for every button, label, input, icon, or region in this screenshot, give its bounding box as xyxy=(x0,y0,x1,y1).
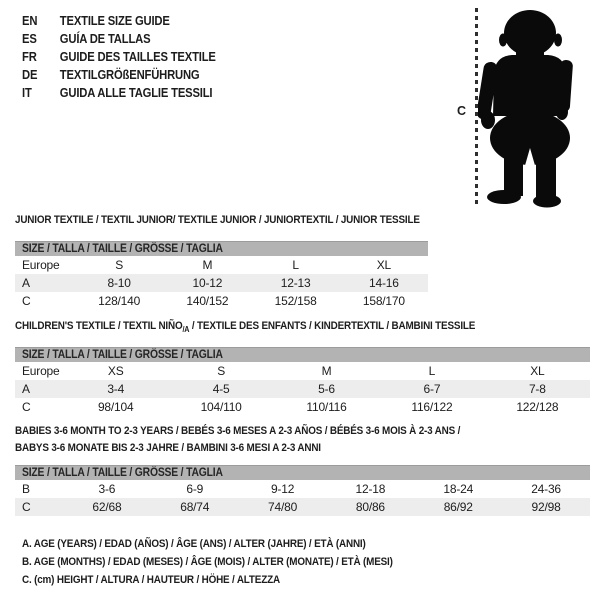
height-cell: 98/104 xyxy=(97,400,134,415)
table-row-height xyxy=(15,498,590,516)
age-cell: 10-12 xyxy=(192,276,223,290)
size-header-bar xyxy=(15,241,428,256)
size-cell: XL xyxy=(530,364,545,379)
row-label: C xyxy=(22,294,31,308)
babies-textile-section xyxy=(15,423,590,516)
language-code: ES xyxy=(22,32,37,46)
size-header-text: SIZE / TALLA / TAILLE / GRÖSSE / TAGLIA xyxy=(22,467,223,479)
height-cell: 116/122 xyxy=(411,400,453,415)
size-header-bar xyxy=(15,347,590,362)
table-row-europe xyxy=(15,256,428,274)
childrens-table-title xyxy=(15,320,533,336)
language-label: TEXTILGRÖßENFÜHRUNG xyxy=(59,68,200,82)
footnotes xyxy=(22,535,393,589)
table-row-europe xyxy=(15,362,590,380)
junior-textile-section xyxy=(15,214,428,310)
size-header-text: SIZE / TALLA / TAILLE / GRÖSSE / TAGLIA xyxy=(22,349,223,362)
language-label: GUIDA ALLE TAGLIE TESSILI xyxy=(59,86,213,100)
height-cell: 104/110 xyxy=(200,400,242,415)
age-cell: 8-10 xyxy=(107,276,131,290)
age-cell: 3-4 xyxy=(107,382,125,397)
babies-table-title-line2: BABYS 3-6 MONATE BIS 2-3 JAHRE / BAMBINI 3-6 MESI A 2-3 ANNI xyxy=(15,442,321,454)
language-code: FR xyxy=(22,50,37,64)
height-cell: 128/140 xyxy=(98,294,141,308)
height-cell: 110/116 xyxy=(306,400,347,415)
height-cell: 62/68 xyxy=(92,500,122,514)
language-row-fr xyxy=(22,48,216,66)
language-row-en xyxy=(22,12,216,30)
title-part: CHILDREN'S TEXTILE / TEXTIL NIÑO xyxy=(15,320,183,332)
age-cell: 12-13 xyxy=(280,276,311,290)
toddler-silhouette-icon xyxy=(478,8,588,208)
table-row-height xyxy=(15,292,428,310)
language-code: EN xyxy=(22,14,38,28)
size-cell: XL xyxy=(376,258,392,272)
language-label: GUIDE DES TAILLES TEXTILE xyxy=(59,50,216,64)
size-cell: S xyxy=(217,364,226,379)
language-label: TEXTILE SIZE GUIDE xyxy=(59,14,170,28)
size-header-text: SIZE / TALLA / TAILLE / GRÖSSE / TAGLIA xyxy=(22,243,223,255)
height-cell: 74/80 xyxy=(268,500,298,514)
row-label: C xyxy=(22,400,31,415)
table-row-height xyxy=(15,398,590,416)
babies-table-title-line1: BABIES 3-6 MONTH TO 2-3 YEARS / BEBÉS 3-6 MESES A 2-3 AÑOS / BÉBÉS 3-6 MOIS À 2-3 ANS / xyxy=(15,425,461,437)
row-label: B xyxy=(22,482,30,496)
size-cell: XS xyxy=(107,364,124,379)
footnote-b: B. AGE (MONTHS) / EDAD (MESES) / ÂGE (MOIS) / ALTER (MONATE) / ETÀ (MESI) xyxy=(22,556,393,568)
footnote-c: C. (cm) HEIGHT / ALTURA / HAUTEUR / HÖHE / ALTEZZA xyxy=(22,574,280,586)
height-cell: 86/92 xyxy=(443,500,473,514)
size-cell: M xyxy=(202,258,213,272)
childrens-size-table xyxy=(15,347,590,416)
age-cell: 7-8 xyxy=(528,382,546,397)
row-label: Europe xyxy=(22,258,60,272)
age-cell: 12-18 xyxy=(355,482,386,496)
table-row-age xyxy=(15,274,428,292)
language-row-it xyxy=(22,84,216,102)
size-cell: S xyxy=(115,258,124,272)
table-row-age xyxy=(15,380,590,398)
language-code: IT xyxy=(22,86,32,100)
age-cell: 3-6 xyxy=(98,482,116,496)
row-label: A xyxy=(22,276,30,290)
size-cell: M xyxy=(321,364,332,379)
junior-table-title: JUNIOR TEXTILE / TEXTIL JUNIOR/ TEXTILE JUNIOR / JUNIORTEXTIL / JUNIOR TESSILE xyxy=(15,214,420,226)
age-cell: 6-7 xyxy=(423,382,441,397)
height-cell: 80/86 xyxy=(355,500,385,514)
title-subscript: /A xyxy=(182,325,190,335)
row-label: C xyxy=(22,500,31,514)
age-cell: 18-24 xyxy=(443,482,474,496)
age-cell: 9-12 xyxy=(270,482,295,496)
child-height-figure xyxy=(450,8,598,210)
height-measure-label: C xyxy=(457,104,467,118)
title-part: / TEXTILE DES ENFANTS / KINDERTEXTIL / BAMBINI TESSILE xyxy=(189,320,476,332)
row-label: Europe xyxy=(22,364,60,379)
age-cell: 4-5 xyxy=(212,382,230,397)
height-cell: 152/158 xyxy=(274,294,317,308)
age-cell: 14-16 xyxy=(369,276,399,290)
age-cell: 6-9 xyxy=(186,482,204,496)
height-cell: 140/152 xyxy=(186,294,229,308)
footnote-a: A. AGE (YEARS) / EDAD (AÑOS) / ÂGE (ANS) / ALTER (JAHRE) / ETÀ (ANNI) xyxy=(22,538,366,550)
table-row-age-months xyxy=(15,480,590,498)
language-label: GUÍA DE TALLAS xyxy=(59,32,151,46)
height-cell: 158/170 xyxy=(362,294,405,308)
language-title-list xyxy=(22,12,216,102)
size-cell: L xyxy=(292,258,299,272)
junior-size-table xyxy=(15,241,428,310)
height-cell: 92/98 xyxy=(531,500,561,514)
height-cell: 68/74 xyxy=(180,500,210,514)
language-row-de xyxy=(22,66,216,84)
size-header-bar xyxy=(15,465,590,480)
language-code: DE xyxy=(22,68,38,82)
age-cell: 24-36 xyxy=(531,482,561,496)
row-label: A xyxy=(22,382,30,397)
height-cell: 122/128 xyxy=(516,400,559,415)
language-row-es xyxy=(22,30,216,48)
babies-size-table xyxy=(15,465,590,516)
age-cell: 5-6 xyxy=(318,382,335,397)
childrens-textile-section xyxy=(15,320,590,416)
size-cell: L xyxy=(428,364,436,379)
